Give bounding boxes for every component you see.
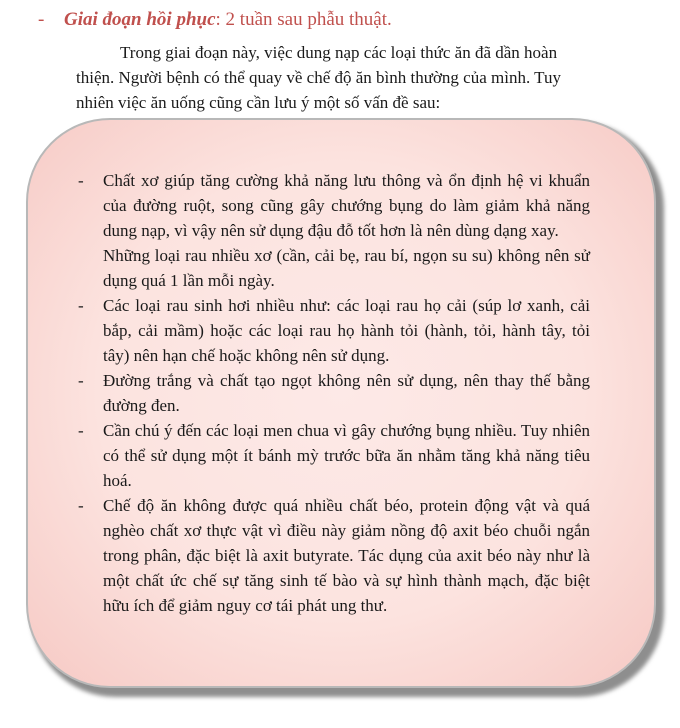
list-item (78, 493, 590, 618)
heading-dash: - (38, 9, 45, 30)
intro-paragraph (76, 40, 664, 115)
list-item-text: Đường trắng và chất tạo ngọt không nên sử dụng, nên thay thế bằng đường đen. (103, 371, 590, 415)
bullet-dash: - (78, 171, 84, 190)
heading-title: Giai đoạn hồi phục (64, 9, 216, 30)
heading-subtitle: 2 tuần sau phẫu thuật. (220, 9, 392, 30)
bullet-dash: - (78, 496, 84, 515)
bullet-dash: - (78, 421, 84, 440)
bullet-dash: - (78, 296, 84, 315)
list-item-text-continued: Những loại rau nhiều xơ (cần, cải bẹ, rau bí, ngọn su su) không nên sử dụng quá 1 lần mỗi ngày. (103, 246, 590, 290)
advice-list (78, 168, 590, 618)
list-item-text: Chất xơ giúp tăng cường khả năng lưu thông và ổn định hệ vi khuẩn của đường ruột, song cũng gây chướng bụng do làm giảm khả năng dung nạp, vì vậy nên sử dụng đậu đỗ tốt hơn là nên dùng dạng xay. (103, 171, 590, 240)
intro-line-2: thiện. Người bệnh có thể quay về chế độ ăn bình thường của mình. Tuy (76, 68, 561, 87)
list-item (78, 168, 590, 293)
list-item (78, 368, 590, 418)
bullet-dash: - (78, 371, 84, 390)
list-item (78, 418, 590, 493)
list-item-text: Chế độ ăn không được quá nhiều chất béo, protein động vật và quá nghèo chất xơ thực vật vì điều này giảm nồng độ axit béo chuỗi ngắn trong phân, đặc biệt là axit butyrate. Tác dụng của axit béo này như là một chất ức chế sự tăng sinh tế bào và sự hình thành mạch, đặc biệt hữu ích để giảm nguy cơ tái phát ung thư. (103, 496, 590, 615)
intro-line-3: nhiên việc ăn uống cũng cần lưu ý một số vấn đề sau: (76, 93, 441, 112)
heading-colon: : (215, 9, 221, 30)
list-item-text: Cần chú ý đến các loại men chua vì gây chướng bụng nhiều. Tuy nhiên có thể sử dụng một ít bánh mỳ trước bữa ăn nhằm tăng khả năng tiêu hoá. (103, 421, 590, 490)
intro-line-1: Trong giai đoạn này, việc dung nạp các loại thức ăn đã dần hoàn (120, 43, 558, 62)
section-heading (38, 8, 392, 32)
list-item (78, 293, 590, 368)
list-item-text: Các loại rau sinh hơi nhiều như: các loại rau họ cải (súp lơ xanh, cải bắp, cải mầm) hoặc các loại rau họ hành tỏi (hành, tỏi, hành tây, tỏi tây) nên hạn chế hoặc không nên sử dụng. (103, 296, 590, 365)
